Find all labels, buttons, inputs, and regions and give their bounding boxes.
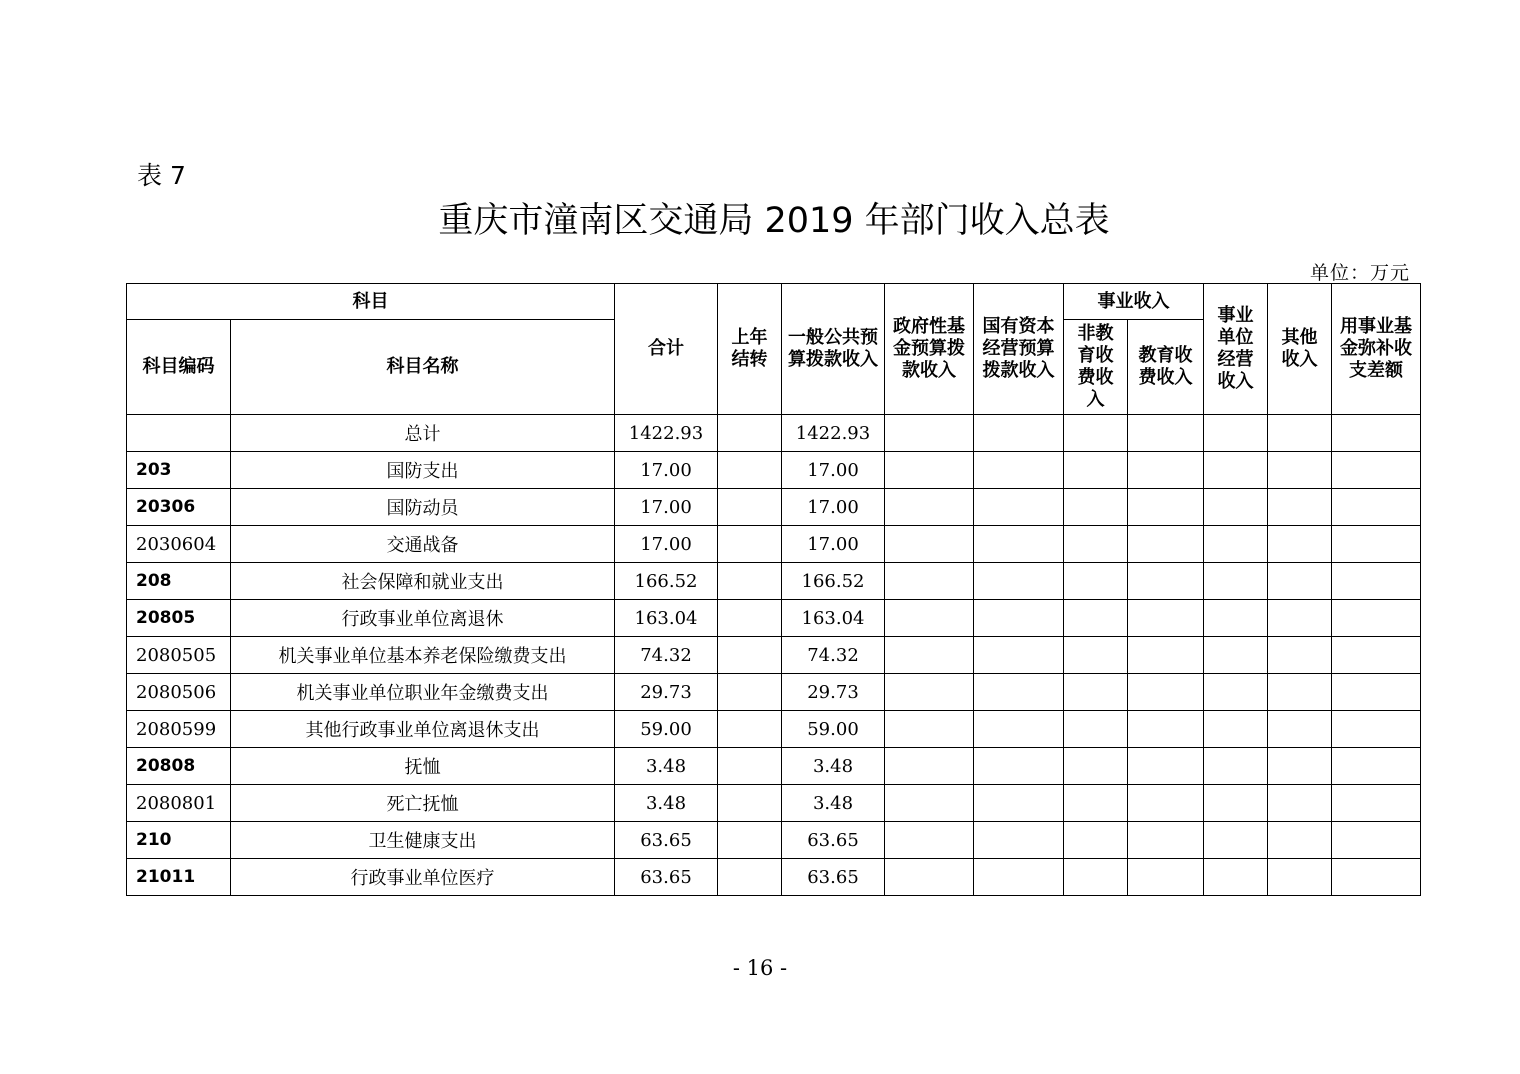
header-state-capital-text: 国有资本经营预算拨款收入 [982, 316, 1055, 381]
cell-code: 2030604 [127, 526, 231, 563]
cell-carryover [718, 526, 782, 563]
header-total [615, 284, 718, 415]
cell-non-edu-fee [1064, 526, 1128, 563]
cell-code: 2080599 [127, 711, 231, 748]
cell-unit-operation [1204, 859, 1268, 896]
cell-carryover [718, 563, 782, 600]
cell-gov-fund [885, 452, 974, 489]
cell-total: 17.00 [615, 489, 718, 526]
cell-general-budget: 63.65 [782, 859, 885, 896]
cell-non-edu-fee [1064, 637, 1128, 674]
cell-non-edu-fee [1064, 859, 1128, 896]
cell-name: 国防支出 [231, 452, 615, 489]
table-row [127, 637, 1421, 674]
cell-non-edu-fee [1064, 563, 1128, 600]
cell-state-capital [974, 563, 1064, 600]
cell-edu-fee [1128, 785, 1204, 822]
header-total-text: 合计 [648, 338, 684, 359]
cell-edu-fee [1128, 748, 1204, 785]
cell-edu-fee [1128, 415, 1204, 452]
cell-state-capital [974, 489, 1064, 526]
cell-other-income [1268, 452, 1332, 489]
cell-unit-operation [1204, 489, 1268, 526]
cell-gov-fund [885, 785, 974, 822]
cell-code: 2080506 [127, 674, 231, 711]
cell-general-budget: 3.48 [782, 748, 885, 785]
cell-state-capital [974, 415, 1064, 452]
table-row [127, 526, 1421, 563]
header-carryover [718, 284, 782, 415]
cell-fund-make-up [1332, 785, 1421, 822]
header-edu-fee-text: 教育收费收入 [1138, 345, 1193, 388]
cell-name: 国防动员 [231, 489, 615, 526]
cell-total: 17.00 [615, 452, 718, 489]
cell-state-capital [974, 711, 1064, 748]
cell-gov-fund [885, 415, 974, 452]
cell-total: 1422.93 [615, 415, 718, 452]
cell-other-income [1268, 563, 1332, 600]
cell-total: 74.32 [615, 637, 718, 674]
cell-state-capital [974, 637, 1064, 674]
cell-name: 行政事业单位医疗 [231, 859, 615, 896]
cell-other-income [1268, 859, 1332, 896]
cell-state-capital [974, 452, 1064, 489]
cell-name: 死亡抚恤 [231, 785, 615, 822]
cell-other-income [1268, 822, 1332, 859]
header-fund-make-up [1332, 284, 1421, 415]
cell-carryover [718, 452, 782, 489]
cell-fund-make-up [1332, 637, 1421, 674]
cell-fund-make-up [1332, 526, 1421, 563]
cell-general-budget: 166.52 [782, 563, 885, 600]
cell-total: 3.48 [615, 785, 718, 822]
cell-edu-fee [1128, 452, 1204, 489]
cell-unit-operation [1204, 563, 1268, 600]
cell-name: 卫生健康支出 [231, 822, 615, 859]
cell-carryover [718, 711, 782, 748]
cell-code [127, 415, 231, 452]
cell-total: 29.73 [615, 674, 718, 711]
cell-carryover [718, 600, 782, 637]
cell-state-capital [974, 600, 1064, 637]
table-row [127, 415, 1421, 452]
table-row [127, 452, 1421, 489]
cell-general-budget: 17.00 [782, 526, 885, 563]
cell-edu-fee [1128, 711, 1204, 748]
table-row [127, 859, 1421, 896]
cell-total: 59.00 [615, 711, 718, 748]
cell-non-edu-fee [1064, 452, 1128, 489]
cell-carryover [718, 748, 782, 785]
header-non-edu-fee-text: 非教育收费收入 [1077, 323, 1114, 410]
cell-carryover [718, 859, 782, 896]
cell-name: 机关事业单位职业年金缴费支出 [231, 674, 615, 711]
cell-carryover [718, 822, 782, 859]
header-state-capital [974, 284, 1064, 415]
table-row [127, 563, 1421, 600]
table-row [127, 748, 1421, 785]
cell-code: 20808 [127, 748, 231, 785]
cell-general-budget: 17.00 [782, 489, 885, 526]
cell-gov-fund [885, 600, 974, 637]
cell-general-budget: 63.65 [782, 822, 885, 859]
cell-fund-make-up [1332, 748, 1421, 785]
cell-non-edu-fee [1064, 748, 1128, 785]
cell-general-budget: 1422.93 [782, 415, 885, 452]
cell-non-edu-fee [1064, 415, 1128, 452]
table-row [127, 600, 1421, 637]
cell-code: 20805 [127, 600, 231, 637]
header-subject-code: 科目编码 [127, 320, 231, 415]
cell-unit-operation [1204, 600, 1268, 637]
header-unit-operation [1204, 284, 1268, 415]
cell-edu-fee [1128, 674, 1204, 711]
cell-non-edu-fee [1064, 822, 1128, 859]
cell-name: 其他行政事业单位离退休支出 [231, 711, 615, 748]
cell-state-capital [974, 822, 1064, 859]
cell-gov-fund [885, 748, 974, 785]
header-subject: 科目 [127, 284, 615, 320]
cell-unit-operation [1204, 711, 1268, 748]
cell-code: 210 [127, 822, 231, 859]
cell-total: 166.52 [615, 563, 718, 600]
cell-unit-operation [1204, 526, 1268, 563]
cell-other-income [1268, 600, 1332, 637]
header-general-budget [782, 284, 885, 415]
cell-gov-fund [885, 822, 974, 859]
table-row [127, 674, 1421, 711]
cell-edu-fee [1128, 526, 1204, 563]
cell-fund-make-up [1332, 452, 1421, 489]
cell-unit-operation [1204, 748, 1268, 785]
cell-general-budget: 29.73 [782, 674, 885, 711]
cell-fund-make-up [1332, 563, 1421, 600]
unit-label: 单位：万元 [1309, 262, 1410, 284]
cell-unit-operation [1204, 637, 1268, 674]
page-number: - 16 - [732, 956, 788, 980]
cell-other-income [1268, 711, 1332, 748]
page-title: 重庆市潼南区交通局 2019 年部门收入总表 [438, 201, 1110, 241]
header-gov-fund-text: 政府性基金预算拨款收入 [893, 316, 965, 381]
cell-gov-fund [885, 711, 974, 748]
cell-fund-make-up [1332, 415, 1421, 452]
table-row [127, 785, 1421, 822]
cell-carryover [718, 489, 782, 526]
cell-state-capital [974, 785, 1064, 822]
cell-gov-fund [885, 563, 974, 600]
cell-name: 抚恤 [231, 748, 615, 785]
table-row [127, 711, 1421, 748]
cell-fund-make-up [1332, 674, 1421, 711]
cell-unit-operation [1204, 415, 1268, 452]
cell-fund-make-up [1332, 600, 1421, 637]
cell-fund-make-up [1332, 711, 1421, 748]
header-gov-fund [885, 284, 974, 415]
cell-state-capital [974, 859, 1064, 896]
table-header [127, 284, 1421, 415]
cell-carryover [718, 637, 782, 674]
cell-state-capital [974, 748, 1064, 785]
cell-general-budget: 59.00 [782, 711, 885, 748]
cell-edu-fee [1128, 822, 1204, 859]
cell-edu-fee [1128, 637, 1204, 674]
table-body [127, 415, 1421, 896]
cell-code: 2080801 [127, 785, 231, 822]
cell-non-edu-fee [1064, 711, 1128, 748]
cell-other-income [1268, 637, 1332, 674]
header-non-edu-fee [1064, 320, 1128, 415]
header-edu-fee [1128, 320, 1204, 415]
cell-state-capital [974, 674, 1064, 711]
cell-unit-operation [1204, 822, 1268, 859]
cell-edu-fee [1128, 600, 1204, 637]
cell-fund-make-up [1332, 489, 1421, 526]
cell-gov-fund [885, 859, 974, 896]
cell-total: 163.04 [615, 600, 718, 637]
cell-name: 机关事业单位基本养老保险缴费支出 [231, 637, 615, 674]
cell-other-income [1268, 415, 1332, 452]
cell-other-income [1268, 674, 1332, 711]
cell-edu-fee [1128, 859, 1204, 896]
cell-code: 2080505 [127, 637, 231, 674]
table-row [127, 489, 1421, 526]
cell-code: 208 [127, 563, 231, 600]
cell-carryover [718, 415, 782, 452]
cell-non-edu-fee [1064, 600, 1128, 637]
cell-total: 17.00 [615, 526, 718, 563]
cell-edu-fee [1128, 563, 1204, 600]
cell-other-income [1268, 785, 1332, 822]
cell-gov-fund [885, 674, 974, 711]
cell-name: 交通战备 [231, 526, 615, 563]
cell-other-income [1268, 748, 1332, 785]
cell-total: 63.65 [615, 859, 718, 896]
cell-gov-fund [885, 489, 974, 526]
header-career-income: 事业收入 [1064, 284, 1204, 320]
cell-code: 20306 [127, 489, 231, 526]
cell-carryover [718, 785, 782, 822]
cell-general-budget: 3.48 [782, 785, 885, 822]
cell-total: 3.48 [615, 748, 718, 785]
header-unit-operation-text: 事业单位经营收入 [1217, 305, 1254, 392]
cell-unit-operation [1204, 452, 1268, 489]
header-other-income [1268, 284, 1332, 415]
cell-fund-make-up [1332, 859, 1421, 896]
cell-general-budget: 163.04 [782, 600, 885, 637]
cell-gov-fund [885, 637, 974, 674]
cell-code: 203 [127, 452, 231, 489]
cell-non-edu-fee [1064, 785, 1128, 822]
cell-general-budget: 74.32 [782, 637, 885, 674]
cell-state-capital [974, 526, 1064, 563]
cell-edu-fee [1128, 489, 1204, 526]
cell-fund-make-up [1332, 822, 1421, 859]
cell-non-edu-fee [1064, 489, 1128, 526]
cell-other-income [1268, 489, 1332, 526]
cell-non-edu-fee [1064, 674, 1128, 711]
header-general-budget-text: 一般公共预算拨款收入 [788, 327, 878, 370]
cell-other-income [1268, 526, 1332, 563]
cell-name: 行政事业单位离退休 [231, 600, 615, 637]
table-row [127, 822, 1421, 859]
cell-unit-operation [1204, 785, 1268, 822]
header-carryover-text: 上年结转 [731, 327, 768, 370]
cell-general-budget: 17.00 [782, 452, 885, 489]
cell-name: 社会保障和就业支出 [231, 563, 615, 600]
header-fund-make-up-text: 用事业基金弥补收支差额 [1340, 316, 1412, 381]
cell-total: 63.65 [615, 822, 718, 859]
cell-unit-operation [1204, 674, 1268, 711]
header-subject-name: 科目名称 [231, 320, 615, 415]
cell-name: 总计 [231, 415, 615, 452]
income-table [126, 283, 1421, 896]
header-other-income-text: 其他收入 [1281, 327, 1318, 370]
cell-gov-fund [885, 526, 974, 563]
cell-code: 21011 [127, 859, 231, 896]
table-label: 表 7 [137, 161, 186, 190]
cell-carryover [718, 674, 782, 711]
